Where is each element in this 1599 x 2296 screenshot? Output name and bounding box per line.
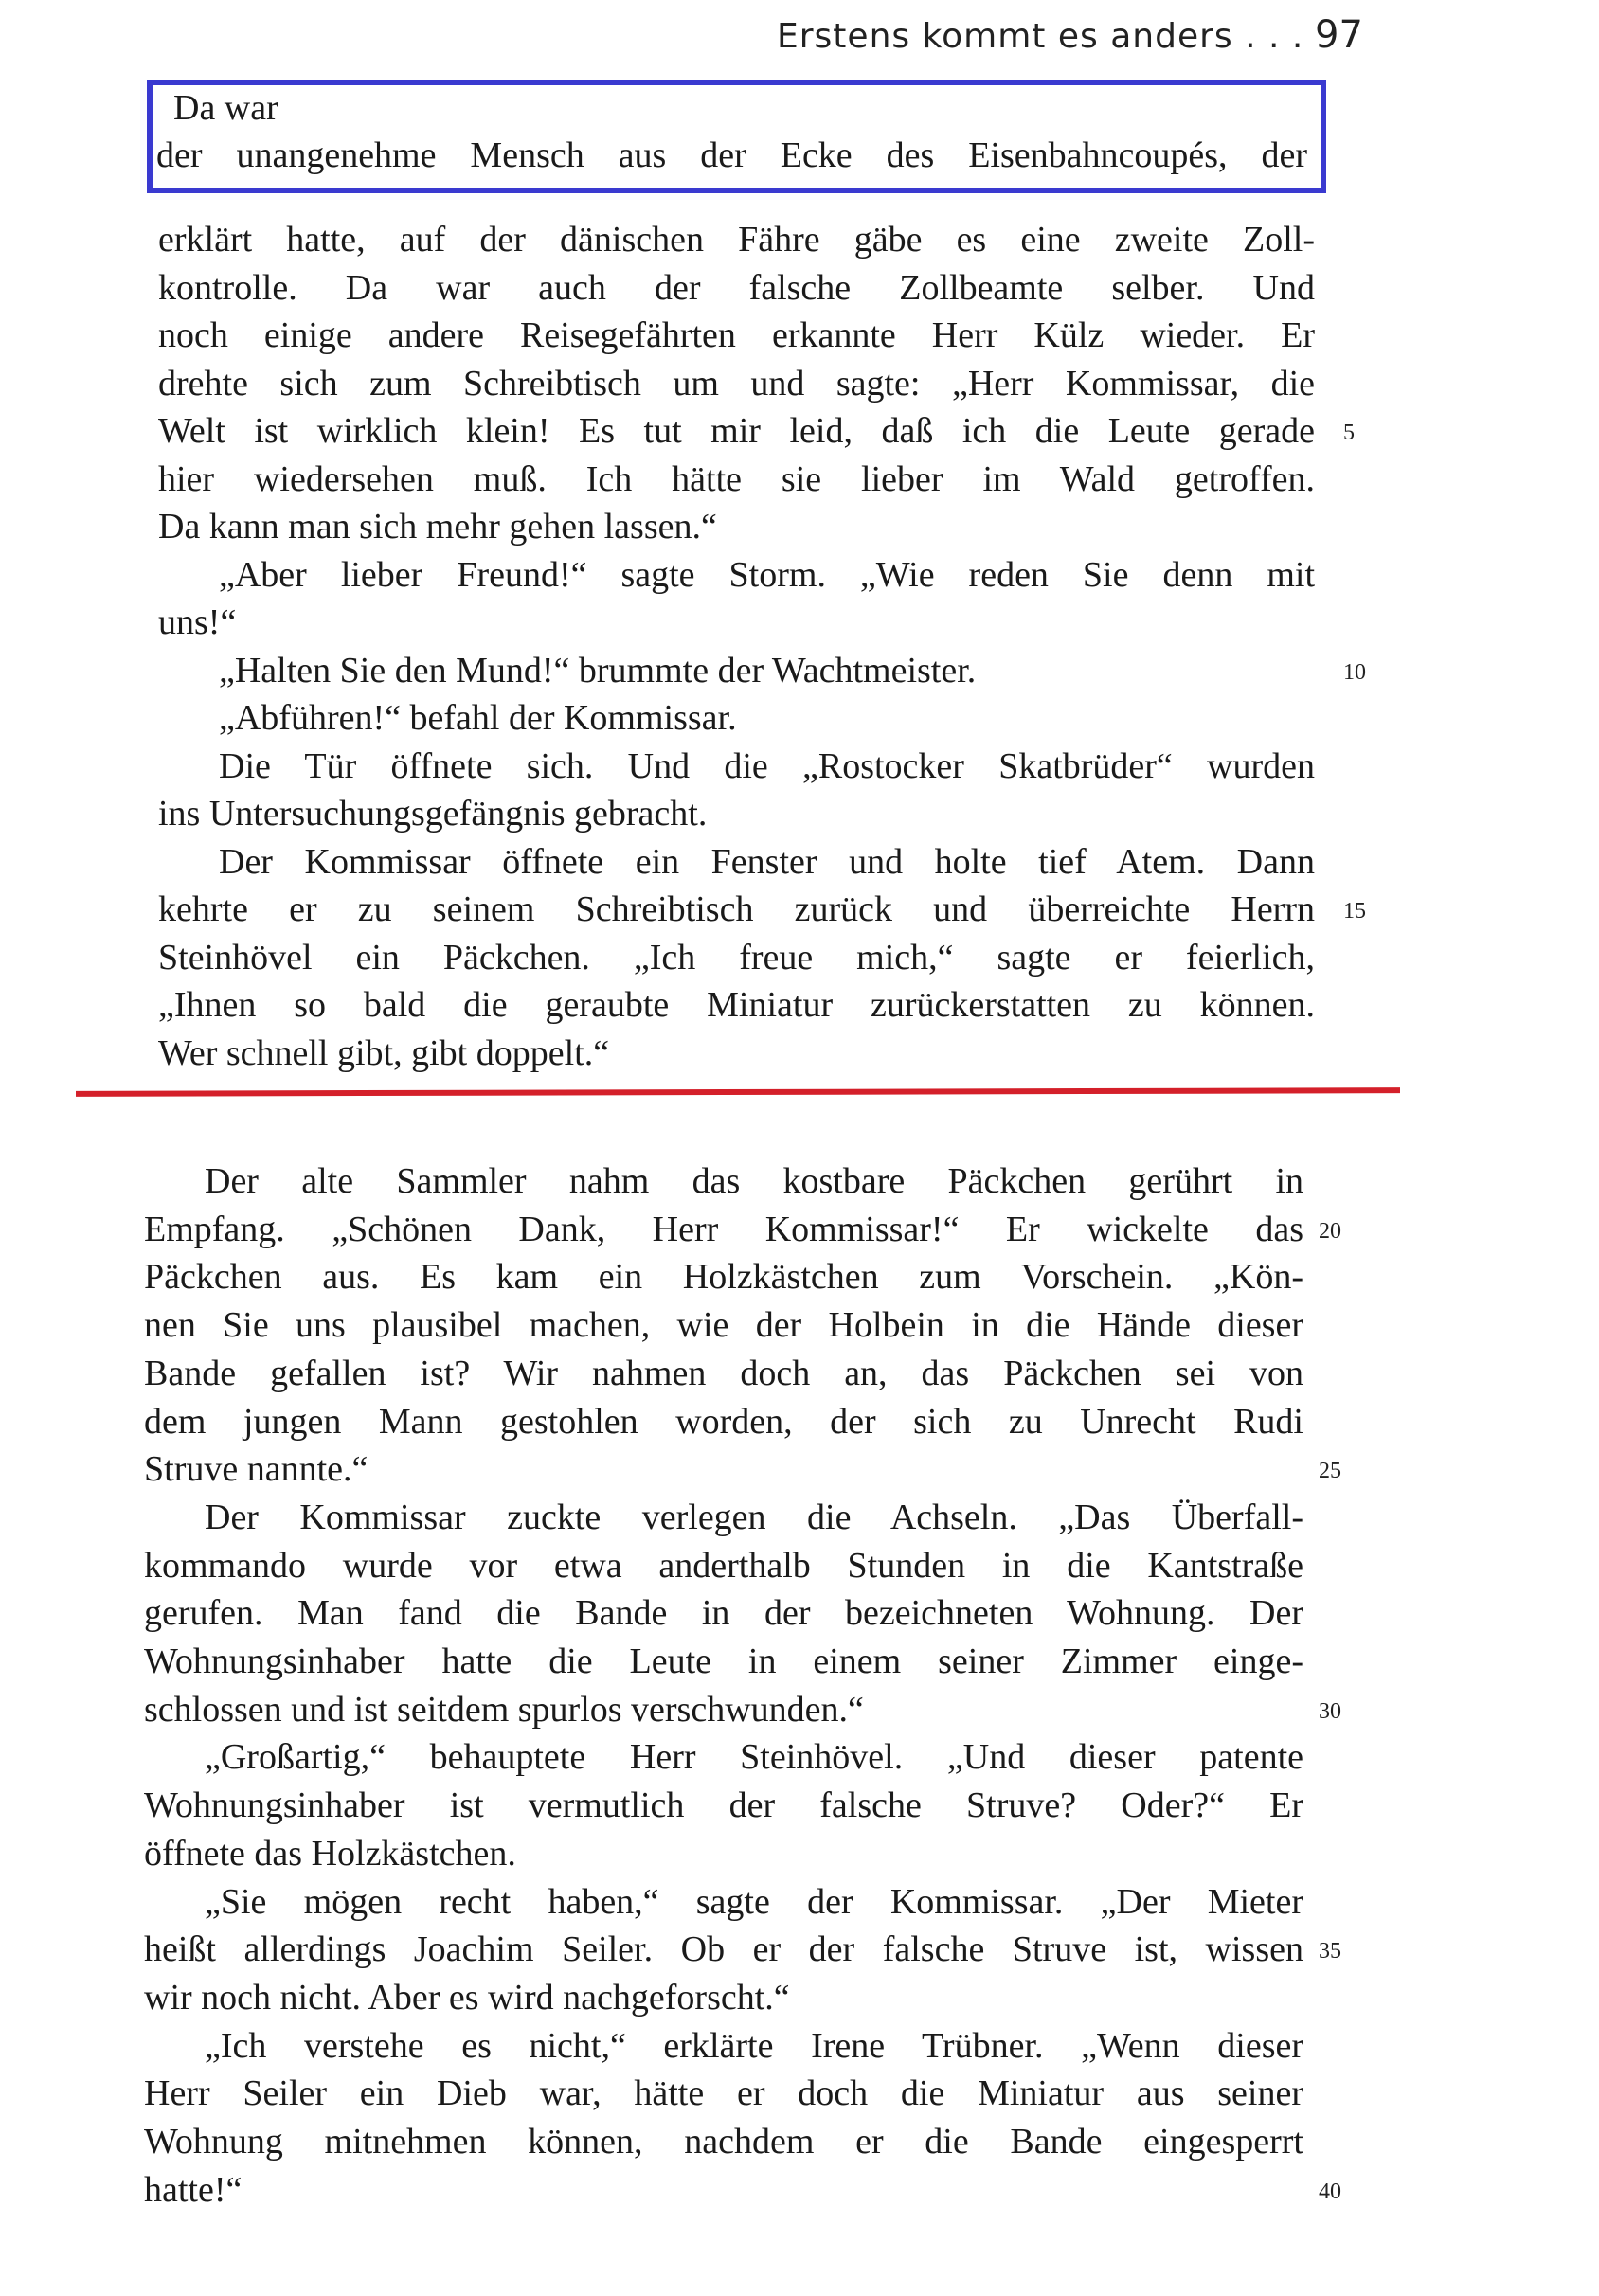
red-divider-line xyxy=(76,1087,1400,1097)
text-line: Da kann man sich mehr gehen lassen.“ xyxy=(158,507,717,547)
line-number-margin: 25 xyxy=(1319,1459,1341,1484)
text-line: erklärt hatte, auf der dänischen Fähre gäbe es eine zweite Zoll- xyxy=(158,220,1315,260)
text-line: Der Kommissar öffnete ein Fenster und holte tief Atem. Dann xyxy=(219,841,1315,882)
text-line: „Ich verstehe es nicht,“ erklärte Irene Trübner. „Wenn dieser xyxy=(205,2025,1303,2066)
text-line: schlossen und ist seitdem spurlos verschwunden.“ xyxy=(144,1689,864,1730)
text-line: Steinhövel ein Päckchen. „Ich freue mich,“ sagte er feierlich, xyxy=(158,937,1315,978)
text-line: Empfang. „Schönen Dank, Herr Kommissar!“ Er wickelte das xyxy=(144,1209,1303,1249)
text-line: „Aber lieber Freund!“ sagte Storm. „Wie reden Sie denn mit xyxy=(219,554,1315,595)
text-line: ins Untersuchungsgefängnis gebracht. xyxy=(158,794,708,834)
text-line: Welt ist wirklich klein! Es tut mir leid, daß ich die Leute gerade xyxy=(158,411,1315,451)
line-number-margin: 10 xyxy=(1343,659,1366,685)
text-line: drehte sich zum Schreibtisch um und sagte: „Herr Kommissar, die xyxy=(158,363,1315,404)
text-line: kehrte er zu seinem Schreibtisch zurück und überreichte Herrn xyxy=(158,889,1315,929)
text-line: Der alte Sammler nahm das kostbare Päckchen gerührt in xyxy=(205,1161,1303,1201)
text-line: noch einige andere Reisegefährten erkannte Herr Külz wieder. Er xyxy=(158,315,1315,355)
text-line: Päckchen aus. Es kam ein Holzkästchen zum Vorschein. „Kön- xyxy=(144,1257,1303,1298)
text-line: Struve nannte.“ xyxy=(144,1449,368,1490)
text-line: Wohnungsinhaber hatte die Leute in einem seiner Zimmer einge- xyxy=(144,1641,1303,1681)
highlight-line: der unangenehme Mensch aus der Ecke des Eisenbahncoupés, der xyxy=(156,135,1307,175)
text-line: Der Kommissar zuckte verlegen die Achseln. „Das Überfall- xyxy=(205,1497,1303,1537)
text-line: Bande gefallen ist? Wir nahmen doch an, das Päckchen sei von xyxy=(144,1353,1303,1393)
line-number-margin: 30 xyxy=(1319,1698,1341,1724)
text-line: kontrolle. Da war auch der falsche Zollbeamte selber. Und xyxy=(158,267,1315,308)
line-number-margin: 35 xyxy=(1319,1939,1341,1964)
text-line: nen Sie uns plausibel machen, wie der Holbein in die Hände dieser xyxy=(144,1305,1303,1346)
text-line: uns!“ xyxy=(158,602,237,642)
text-line: wir noch nicht. Aber es wird nachgeforscht.“ xyxy=(144,1977,790,2018)
line-number-margin: 40 xyxy=(1319,2179,1341,2204)
text-line: „Ihnen so bald die geraubte Miniatur zurückerstatten zu können. xyxy=(158,985,1315,1025)
text-line: öffnete das Holzkästchen. xyxy=(144,1833,516,1874)
text-line: „Sie mögen recht haben,“ sagte der Kommissar. „Der Mieter xyxy=(205,1881,1303,1922)
text-line: „Großartig,“ behauptete Herr Steinhövel. „Und dieser patente xyxy=(205,1737,1303,1778)
running-header-title: Erstens kommt es anders . . . xyxy=(777,17,1304,56)
text-line: kommando wurde vor etwa anderthalb Stunden in die Kantstraße xyxy=(144,1545,1303,1586)
text-line: hatte!“ xyxy=(144,2169,243,2210)
text-line: hier wiedersehen muß. Ich hätte sie lieber im Wald getroffen. xyxy=(158,458,1315,499)
text-line: Herr Seiler ein Dieb war, hätte er doch die Miniatur aus seiner xyxy=(144,2073,1303,2114)
line-number-margin: 20 xyxy=(1319,1218,1341,1244)
page-number: 97 xyxy=(1315,13,1363,57)
line-number-margin: 15 xyxy=(1343,899,1366,924)
line-number-margin: 5 xyxy=(1343,421,1355,445)
highlight-line: Da war xyxy=(173,88,278,128)
text-line: Die Tür öffnete sich. Und die „Rostocker Skatbrüder“ wurden xyxy=(219,745,1315,786)
text-line: Wer schnell gibt, gibt doppelt.“ xyxy=(158,1032,610,1073)
text-line: dem jungen Mann gestohlen worden, der sich zu Unrecht Rudi xyxy=(144,1401,1303,1442)
text-line: gerufen. Man fand die Bande in der bezeichneten Wohnung. Der xyxy=(144,1593,1303,1634)
text-line: Wohnung mitnehmen können, nachdem er die Bande eingesperrt xyxy=(144,2122,1303,2161)
text-line: „Halten Sie den Mund!“ brummte der Wachtmeister. xyxy=(219,650,977,691)
text-line: „Abführen!“ befahl der Kommissar. xyxy=(219,698,737,738)
text-line: heißt allerdings Joachim Seiler. Ob er der falsche Struve ist, wissen xyxy=(144,1929,1303,1970)
text-line: Wohnungsinhaber ist vermutlich der falsche Struve? Oder?“ Er xyxy=(144,1785,1303,1826)
